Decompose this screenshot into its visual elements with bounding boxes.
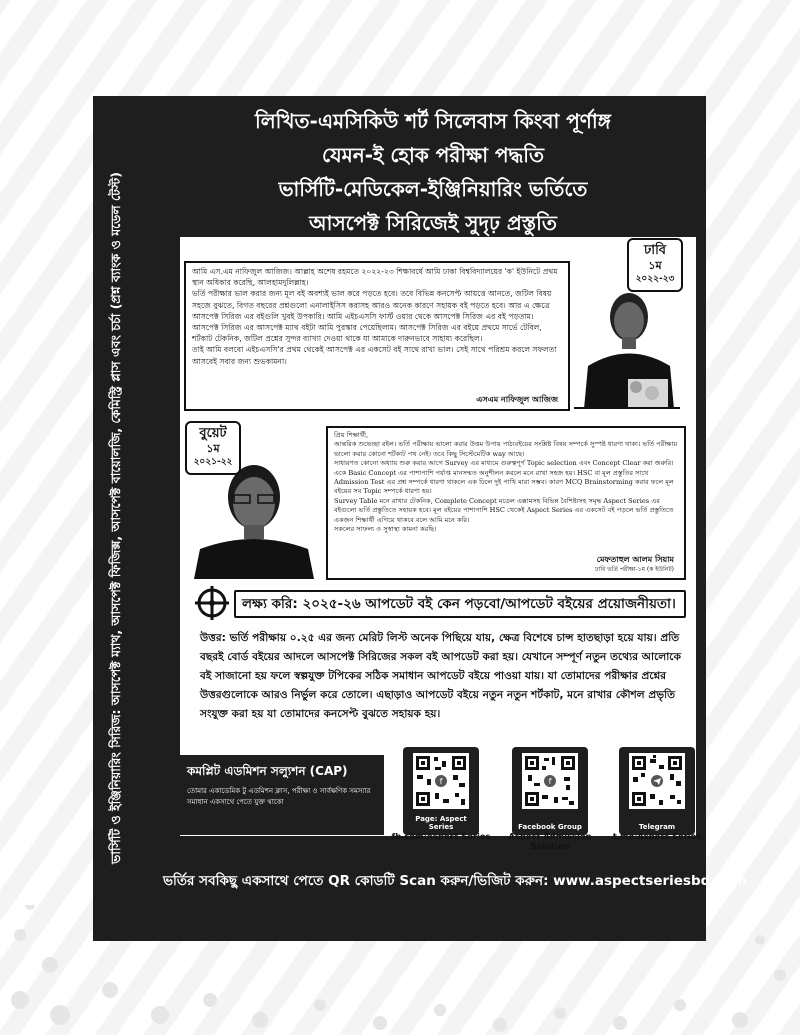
sidebar-series-strip: [93, 96, 143, 941]
qr-caption: Facebook Group: [518, 823, 582, 831]
testimonial-buet-signature-sub: ঢাবি ভর্তি পরীক্ষা-১ম (ক ইউনিট): [595, 565, 674, 573]
qr-code-icon: [413, 753, 469, 809]
target-crosshair-icon: [195, 586, 229, 620]
svg-text:f: f: [548, 777, 552, 786]
cap-subtitle: তোমার একাডেমিক টু এডমিশন ক্লাস, পরীক্ষা ও সার্বক্ষণিক সমস্যার সমাধান একসাথে পেতে যুক্ত থাকো: [187, 787, 371, 806]
headline-line-4: আসপেক্ট সিরিজেই সুদৃঢ় প্রস্তুতি: [309, 211, 557, 235]
cap-box: [179, 755, 384, 835]
headline-line-3: ভার্সিটি-মেডিকেল-ইঞ্জিনিয়ারিং ভর্তিতে: [278, 177, 588, 201]
cap-section: [179, 741, 702, 856]
qr-card-page[interactable]: [403, 747, 479, 835]
rank-badge-dhaka: [627, 238, 683, 292]
badge-university: ঢাবি: [643, 243, 667, 258]
footer-cta[interactable]: ভর্তির সবকিছু একসাথে পেতে QR কোডটি Scan করুন/ভিজিট করুন: www.aspectseriesbd.com: [163, 873, 747, 889]
qr-link[interactable]: fb.com/Aspect Series: [391, 831, 491, 841]
badge-rank: ১ম: [206, 442, 220, 455]
rank-badge-buet: [185, 421, 241, 475]
testimonial-dhaka-box: [184, 261, 570, 411]
cap-title: কমপ্লিট এডমিশন সল্যুশন (CAP): [187, 764, 348, 778]
testimonial-dhaka-signature: এসএম নাফিজুল আজিজ: [476, 394, 558, 404]
answer-text: ভর্তি পরীক্ষায় ০.২৫ এর জন্য মেরিট লিস্ট অনেক পিছিয়ে যায়, ক্ষেত্র বিশেষে চান্স হাতছাড়া হয়ে যায়। প্রতি বছরই বোর্ড বইয়ের আদলে আসপেক্ট সিরিজের সকল বই আপডেট করা হয়। যেখানে সম্পূর্ণ নতুন তথ্যের আলোকে বই সাজানো হয় ফলে স্বল্পযুক্ত টপিকের সঠিক সমাধান আপডেট বইয়ে পাওয়া যায়। যা তোমাদের পরীক্ষার প্রশ্নের উত্তরগুলোকে আরও নির্ভুল করে তোলে। এছাড়াও আপডেট বইয়ে নতুন নতুন শর্টকাট, মনে রাখার কৌশল প্রভৃতি সংযুক্ত করা হয় যা তোমাদের কনসেপ্ট বুঝতে সহায়ক হয়।: [200, 632, 681, 720]
qr-link[interactable]: Aspect Admission Solution: [508, 831, 592, 851]
testimonial-buet-paragraph: প্রিয় শিক্ষার্থী,: [334, 431, 369, 439]
svg-text:f: f: [439, 777, 443, 786]
qr-code-icon: [522, 753, 578, 809]
testimonial-buet-paragraph: আন্তরিক শুভেচ্ছা রইল। ভর্তি পরীক্ষায় ভালো করার উত্তম উপায় পাঠ্যবইয়ের সংশ্লিষ্ট বিষয় সম্পর্কে সুস্পষ্ট ধারণা থাকা। ভর্তি পরীক্ষায় ভালো করার কোনো শর্টকাট পথ নেই। তবে কিছু সিস্টেমেটিক way আছে।: [334, 440, 678, 458]
testimonial-buet-box: [326, 426, 686, 580]
headline-line-1: লিখিত-এমসিকিউ শর্ট সিলেবাস কিংবা পূর্ণাঙ্গ: [255, 109, 611, 133]
answer-block: [200, 629, 688, 724]
qr-caption: Telegram: [638, 823, 676, 831]
headline: [203, 104, 663, 240]
testimonial-buet-paragraph: সকলের সাফল্য ও সুস্বাস্থ্য কামনা করছি।: [334, 525, 437, 534]
testimonial-buet-paragraph: সাধারণত কোনো অধ্যায় শুরু করার আগে Survey এর মাধ্যমে গুরুত্বপূর্ণ Topic selection এবং Concept Clear করা জরুরি। একে Basic Concept এর পাশাপাশি পর্যাপ্ত মানসম্মত অনুশীলন করলে মনে রাখা সহজ হয়। HSC বা মূল প্রস্তুতির সাথে Admission Test এর প্রশ্ন সম্পর্কে ধারণা থাকলে এক ঢিলে দুই পাখি মারা সম্ভব। কারণ MCQ Brainstorming করার ফলে মূল বইয়ের সব Topic সম্পর্কে ধারণা হয়।: [334, 459, 674, 496]
testimonial-buet-signature: মেফতাহুল আলম সিয়াম: [596, 554, 674, 564]
answer-label: উত্তর:: [200, 632, 226, 644]
badge-session: ২০২২-২৩: [635, 274, 675, 284]
sidebar-series-text: ভার্সিটি ও ইঞ্জিনিয়ারিং সিরিজ: আসপেক্ট ম্যাথ, আসপেক্ট ফিজিক্স, আসপেক্ট বায়োলজি, কেমিস্ট্রি প্লাস এবং চর্চা (প্রশ্ন ব্যাংক ও মডেল টেস্ট): [108, 172, 123, 864]
badge-session: ২০২১-২২: [193, 457, 233, 467]
badge-rank: ১ম: [648, 259, 662, 272]
qr-caption: Page: Aspect Series: [415, 815, 467, 831]
qr-card-group[interactable]: [512, 747, 588, 835]
qr-card-telegram[interactable]: [619, 747, 695, 835]
headline-line-2: যেমন-ই হোক পরীক্ষা পদ্ধতি: [322, 143, 544, 167]
testimonial-dhaka-paragraph: ভর্তি পরীক্ষার ভাল করার জন্য মূল বই অবশ্যই ভাল করে পড়তে হবে। তবে বিভিন্ন কনসেপ্ট আয়ত্তে আনতে, জটিল বিষয় সহজে বুঝতে, বিগত বছরের প্রশ্নগুলো এনালাইসিস করাসহ আরও অনেক কারণে সহায়ক বই পড়তে হবে। আর এ ক্ষেত্রে আসপেক্ট সিরিজ এর বইগুলি খুবই উপকারি। আমি এইচএসসি ফার্স্ট ওয়ার থেকে আসপেক্ট সিরিজ এর বই পড়তাম। আসপেক্ট সিরিজ এর আসপেক্ট ম্যাথ বইটা আমি পুরস্কার পেয়েছিলাম। আসপেক্ট সিরিজ এর বইয়ে প্রথমে সার্ভে টেবিল, শর্টকাট টেকনিক, জটিল প্রশ্নের সুন্দর ব্যাখ্যা দেওয়া থাকে যা আমাকে দারুনভাবে সাহায্য করেছিল।: [192, 289, 552, 344]
badge-university: বুয়েট: [199, 426, 227, 441]
testimonial-buet-paragraph: Survey Table মনে রাখার টেকনিক, Complete Concept মডেল এক্সামসহ বিভিন্ন বৈশিষ্ট্যসহ সমৃদ্ধ Aspect Series এর বইগুলো ভর্তি প্রস্তুতিতে সহায়ক হবে। মূল বইয়ের পাশাপাশি HSC থেকেই Aspect Series এর একসেট বই পড়লে ভর্তি প্রস্তুতিতে একজন শিক্ষার্থী এগিয়ে থাকবে বলে আমি মনে করি।: [334, 496, 674, 524]
qr-code-icon: [629, 753, 685, 809]
testimonial-dhaka-paragraph: তাই আমি বলবো এইচএসসি'র প্রথম থেকেই আসপেক্ট এর একসেট বই সাথে রাখা ভাল। সেই সাথে পরিশ্রম করলে সফলতা আসবেই সবার জন্য শুভকামনা।: [192, 345, 557, 366]
testimonial-dhaka-paragraph: আমি এস.এম নাফিজুল আজিজ। আল্লাহ অশেষ রহমতে ২০২২-২৩ শিক্ষাবর্ষে আমি ঢাকা বিশ্ববিদ্যালয়ের 'ক' ইউনিটে প্রথম স্থান অধিকার করেছি, আলহামদুলিল্লাহ।: [192, 267, 558, 288]
flyer-page: [93, 96, 747, 941]
target-banner: লক্ষ্য করি: ২০২৫-২৬ আপডেট বই কেন পড়বো/আপডেট বইয়ের প্রয়োজনীয়তা।: [234, 590, 686, 618]
qr-link[interactable]: t.me/Aspect Series: [612, 831, 702, 841]
